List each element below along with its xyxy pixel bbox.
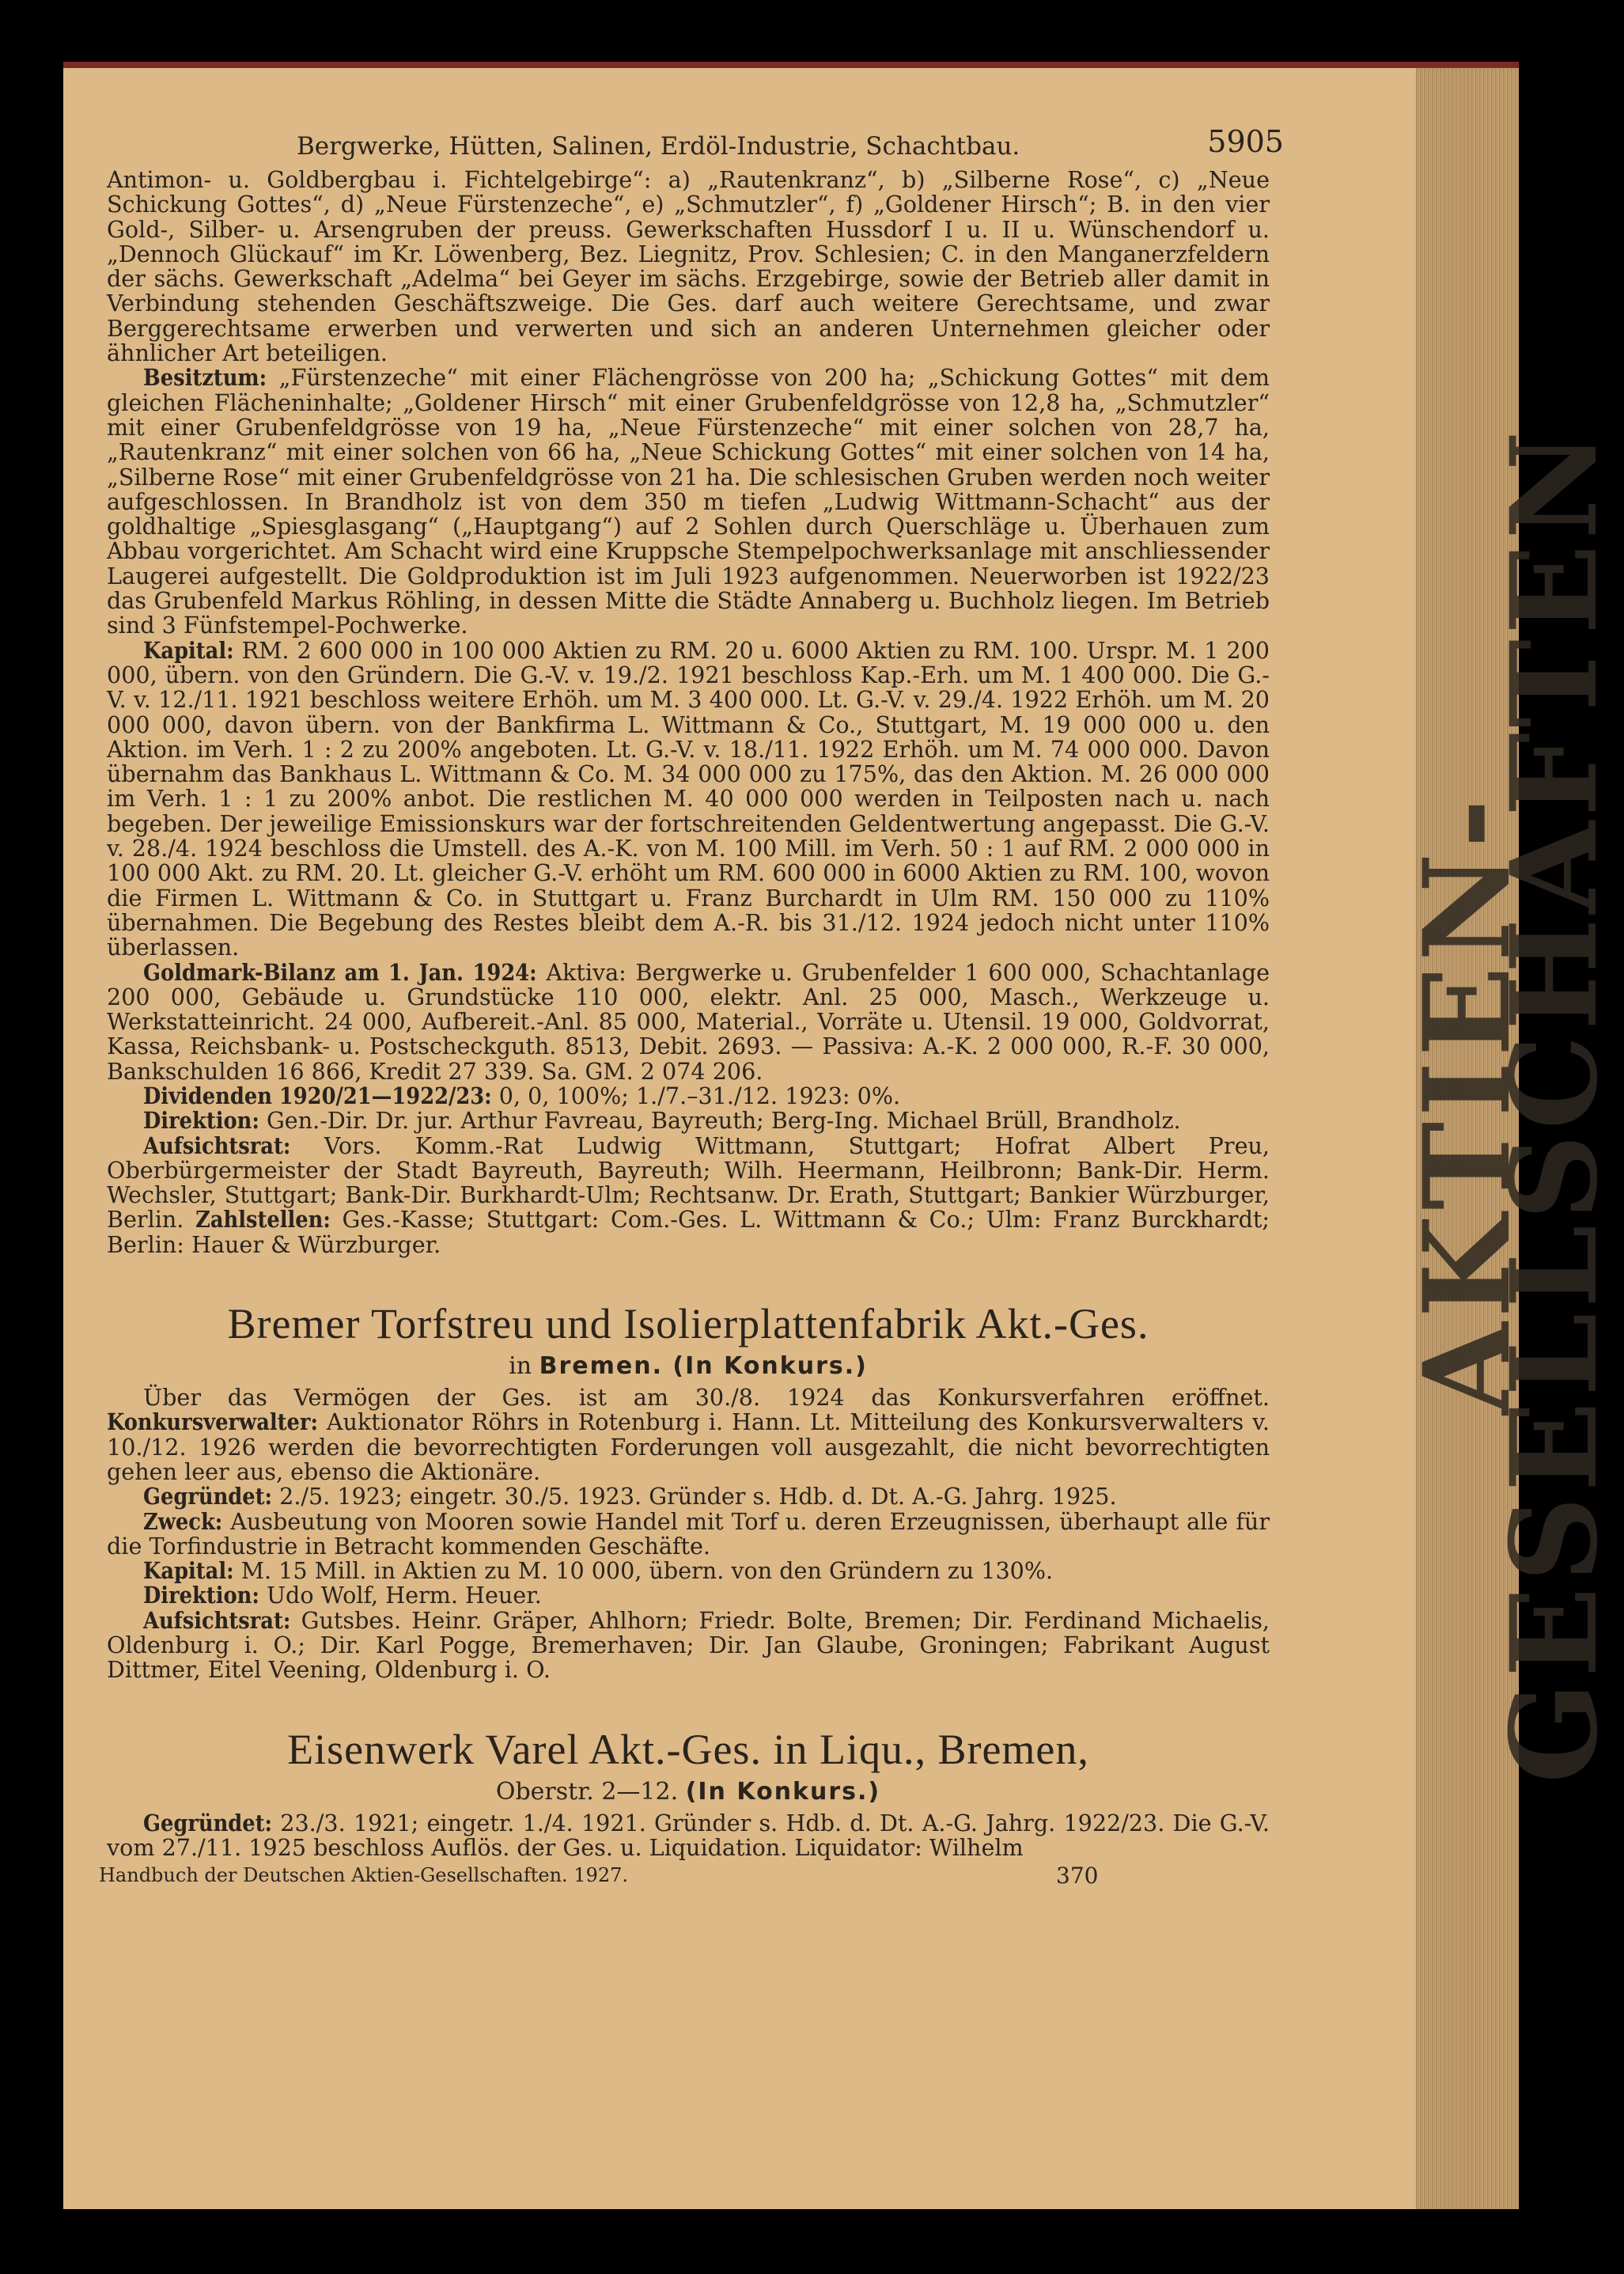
- page-content: [99, 124, 1284, 1889]
- kapital-text: RM. 2 600 000 in 100 000 Aktien zu RM. 20 u. 6000 Aktien zu RM. 100. Urspr. M. 1 200 000, übern. von den Gründern. Die G.-V. v. 19./2. 1921 beschloss Kap.-Erh. um M. 1 400 000. Die G.-V. v. 12./11. 1921 beschloss weitere Erhöh. um M. 3 400 000. Lt. G.-V. v. 29./4. 1922 Erhöh. um M. 20 000 000, davon übern. von der Bankfirma L. Wittmann & Co., Stuttgart, M. 19 000 000 u. den Aktion. im Verh. 1 : 2 zu 200% angeboten. Lt. G.-V. v. 18./11. 1922 Erhöh. um M. 74 000 000. Davon übernahm das Bankhaus L. Wittmann & Co. M. 34 000 000 zu 175%, das den Aktion. M. 26 000 000 im Verh. 1 : 1 zu 200% anbot. Die restlichen M. 40 000 000 werden in Teilposten nach u. nach begeben. Der jeweilige Emissionskurs war der fortschreitenden Geldentwertung angepasst. Die G.-V. v. 28./4. 1924 beschloss die Umstell. des A.-K. von M. 100 Mill. im Verh. 50 : 1 auf RM. 2 000 000 in 100 000 Akt. zu RM. 20. Lt. gleicher G.-V. erhöht um RM. 600 000 in 6000 Aktien zu RM. 100, wovon die Firmen L. Wittmann & Co. in Stuttgart u. Franz Burchardt in Ulm RM. 150 000 zu 110% übernahmen. Die Begebung des Restes bleibt dem A.-R. bis 31./12. 1924 jedoch nicht unter 110% überlassen.: [107, 636, 1270, 961]
- besitztum-paragraph: [107, 366, 1270, 638]
- running-header: [107, 124, 1284, 168]
- aufsichtsrat-label: Aufsichtsrat:: [143, 1131, 291, 1159]
- konkursverwalter-text: Auktionator Röhrs in Rotenburg i. Hann. Lt. Mitteilung des Konkursverwalters v. 10./12. 1926 werden die bevorrechtigten Forderungen voll ausgezahlt, die nicht bevorrechtigten gehen leer aus, ebenso die Aktionäre.: [107, 1408, 1270, 1485]
- page-stack-edge: [1398, 68, 1624, 2209]
- section2-aufsichtsrat-text: Gutsbes. Heinr. Gräper, Ahlhorn; Friedr. Bolte, Bremen; Dir. Ferdinand Michaelis, Oldenburg i. O.; Dir. Karl Pogge, Bremerhaven; Dir. Jan Glaube, Groningen; Fabrikant August Dittmer, Eitel Veening, Oldenburg i. O.: [107, 1606, 1270, 1684]
- edge-label: AKTIEN-GESELLSCHAFTEN: [1398, 426, 1624, 1783]
- section3-subtitle: [107, 1778, 1270, 1806]
- header-title: Bergwerke, Hütten, Salinen, Erdöl-Industrie, Schachtbau.: [297, 132, 1020, 161]
- section2-direktion-label: Direktion:: [143, 1582, 259, 1609]
- section2-gegruendet-text: 2./5. 1923; eingetr. 30./5. 1923. Gründer s. Hdb. d. Dt. A.-G. Jahrg. 1925.: [279, 1483, 1117, 1510]
- section2-aufsichtsrat-paragraph: [107, 1606, 1270, 1684]
- bilanz-paragraph: [107, 958, 1270, 1085]
- section2-kapital-paragraph: [107, 1559, 1270, 1583]
- page-number: 5905: [1207, 124, 1284, 159]
- section2-direktion-paragraph: [107, 1583, 1270, 1608]
- section2-intro: Über das Vermögen der Ges. ist am 30./8. 1924 das Konkursverfahren eröffnet.: [143, 1384, 1270, 1412]
- direktion-text: Gen.-Dir. Dr. jur. Arthur Favreau, Bayreuth; Berg-Ing. Michael Brüll, Brandholz.: [266, 1107, 1181, 1135]
- section3-subtitle-bold: (In Konkurs.): [685, 1777, 881, 1806]
- section2-gegruendet-paragraph: [107, 1484, 1270, 1509]
- section3-title: Eisenwerk Varel Akt.-Ges. in Liqu., Bremen,: [287, 1725, 1089, 1773]
- bilanz-label: Goldmark-Bilanz am 1. Jan. 1924:: [143, 958, 537, 986]
- konkursverwalter-label: Konkursverwalter:: [107, 1408, 318, 1436]
- section2-aufsichtsrat-label: Aufsichtsrat:: [143, 1606, 291, 1634]
- section2-gegruendet-label: Gegründet:: [143, 1483, 273, 1510]
- direktion-paragraph: [107, 1109, 1270, 1133]
- section2-intro-paragraph: [107, 1385, 1270, 1484]
- dividenden-text: 0, 0, 100%; 1./7.–31./12. 1923: 0%.: [498, 1082, 901, 1109]
- section1-intro: Antimon- u. Goldbergbau i. Fichtelgebirge“: a) „Rautenkranz“, b) „Silberne Rose“, c) „Neue Schickung Gottes“, d) „Neue Fürstenzeche“, e) „Schmutzler“, f) „Goldener Hirsch“; B. in den vier Gold-, Silber- u. Arsengruben der preuss. Gewerkschaften Hussdorf I u. II u. Wünschendorf u. „Dennoch Glückauf“ im Kr. Löwenberg, Bez. Liegnitz, Prov. Schlesien; C. in den Manganerzfeldern der sächs. Gewerkschaft „Adelma“ bei Geyer im sächs. Erzgebirge, sowie der Betrieb aller damit in Verbindung stehenden Geschäftszweige. Die Ges. darf auch weitere Gerechtsame, und zwar Berggerechtsame erwerben und verwerten und sich an anderen Unternehmen gleicher oder ähnlicher Art beteiligen.: [107, 166, 1270, 367]
- dividenden-label: Dividenden 1920/21—1922/23:: [143, 1082, 492, 1109]
- section3-gegruendet-text: 23./3. 1921; eingetr. 1./4. 1921. Gründer s. Hdb. d. Dt. A.-G. Jahrg. 1922/23. Die G.-V. vom 27./11. 1925 beschloss Auflös. der Ges. u. Liquidation. Liquidator: Wilhelm: [107, 1809, 1270, 1861]
- section2-zweck-text: Ausbeutung von Mooren sowie Handel mit Torf u. deren Erzeugnissen, überhaupt alle für die Torfindustrie in Betracht kommenden Geschäfte.: [107, 1507, 1270, 1560]
- section2-kapital-text: M. 15 Mill. in Aktien zu M. 10 000, übern. von den Gründern zu 130%.: [240, 1557, 1054, 1585]
- page-footer: [99, 1863, 1270, 1889]
- footer-publication: Handbuch der Deutschen Aktien-Gesellschaften. 1927.: [99, 1864, 629, 1887]
- zahlstellen-text: Ges.-Kasse; Stuttgart: Com.-Ges. L. Wittmann & Co.; Ulm: Franz Burckhardt; Berlin: Hauer & Würzburger.: [107, 1206, 1270, 1258]
- kapital-label: Kapital:: [143, 636, 234, 664]
- zahlstellen-label: Zahlstellen:: [195, 1206, 331, 1234]
- section2-kapital-label: Kapital:: [143, 1557, 234, 1585]
- kapital-paragraph: [107, 636, 1270, 961]
- section2-zweck-paragraph: [107, 1507, 1270, 1560]
- section2-direktion-text: Udo Wolf, Herm. Heuer.: [266, 1582, 542, 1609]
- section2-subtitle-prefix: in: [509, 1352, 532, 1381]
- aufsichtsrat-text: Vors. Komm.-Rat Ludwig Wittmann, Stuttgart; Hofrat Albert Preu, Oberbürgermeister der Stadt Bayreuth, Bayreuth; Wilh. Heermann, Heilbronn; Bank-Dir. Herm. Wechsler, Stuttgart; Bank-Dir. Burkhardt-Ulm; Rechtsanw. Dr. Erath, Stuttgart; Bankier Würzburger, Berlin.: [107, 1131, 1270, 1234]
- footer-sheet-number: 370: [1056, 1863, 1099, 1889]
- bilanz-text: Aktiva: Bergwerke u. Grubenfelder 1 600 000, Schachtanlage 200 000, Gebäude u. Grundstücke 110 000, elektr. Anl. 25 000, Masch., Werkzeuge u. Werkstatteinricht. 24 000, Aufbereit.-Anl. 85 000, Material., Vorräte u. Utensil. 19 000, Goldvorrat, Kassa, Reichsbank- u. Postscheckguth. 8513, Debit. 2693. — Passiva: A.-K. 2 000 000, R.-F. 30 000, Bankschulden 16 866, Kredit 27 339. Sa. GM. 2 074 206.: [107, 958, 1270, 1085]
- besitztum-text: „Fürstenzeche“ mit einer Flächengrösse von 200 ha; „Schickung Gottes“ mit dem gleichen Flächeninhalte; „Goldener Hirsch“ mit einer Grubenfeldgrösse von 12,8 ha, „Schmutzler“ mit einer Grubenfeldgrösse von 19 ha, „Neue Fürstenzeche“ mit einer solchen von 28,7 ha, „Rautenkranz“ mit einer solchen von 66 ha, „Neue Schickung Gottes“ mit einer solchen von 14 ha, „Silberne Rose“ mit einer Grubenfeldgrösse von 21 ha. Die schlesischen Gruben werden noch weiter aufgeschlossen. In Brandholz ist von dem 350 m tiefen „Ludwig Wittmann-Schacht“ aus der goldhaltige „Spiesglasgang“ („Hauptgang“) auf 2 Sohlen durch Querschläge u. Überhauen zum Abbau vorgerichtet. Am Schacht wird eine Kruppsche Stempelpochwerksanlage mit anschliessender Laugerei aufgestellt. Die Goldproduktion ist im Juli 1923 aufgenommen. Neuerworben ist 1922/23 das Grubenfeld Markus Röhling, in dessen Mitte die Städte Annaberg u. Buchholz liegen. Im Betrieb sind 3 Fünfstempel-Pochwerke.: [107, 364, 1270, 639]
- aufsichtsrat-paragraph: [107, 1131, 1270, 1258]
- section3-subtitle-prefix: Oberstr. 2—12.: [495, 1777, 679, 1806]
- dividenden-paragraph: [107, 1084, 1270, 1109]
- section3-gegruendet-paragraph: [107, 1811, 1270, 1861]
- section2-subtitle-bold: Bremen. (In Konkurs.): [539, 1352, 868, 1381]
- section3-gegruendet-label: Gegründet:: [143, 1809, 273, 1836]
- section2-subtitle: [107, 1352, 1270, 1381]
- section2-zweck-label: Zweck:: [143, 1507, 223, 1535]
- section2-title: Bremer Torfstreu und Isolierplattenfabrik Akt.-Ges.: [227, 1300, 1149, 1348]
- direktion-label: Direktion:: [143, 1107, 259, 1135]
- besitztum-label: Besitztum:: [143, 364, 267, 392]
